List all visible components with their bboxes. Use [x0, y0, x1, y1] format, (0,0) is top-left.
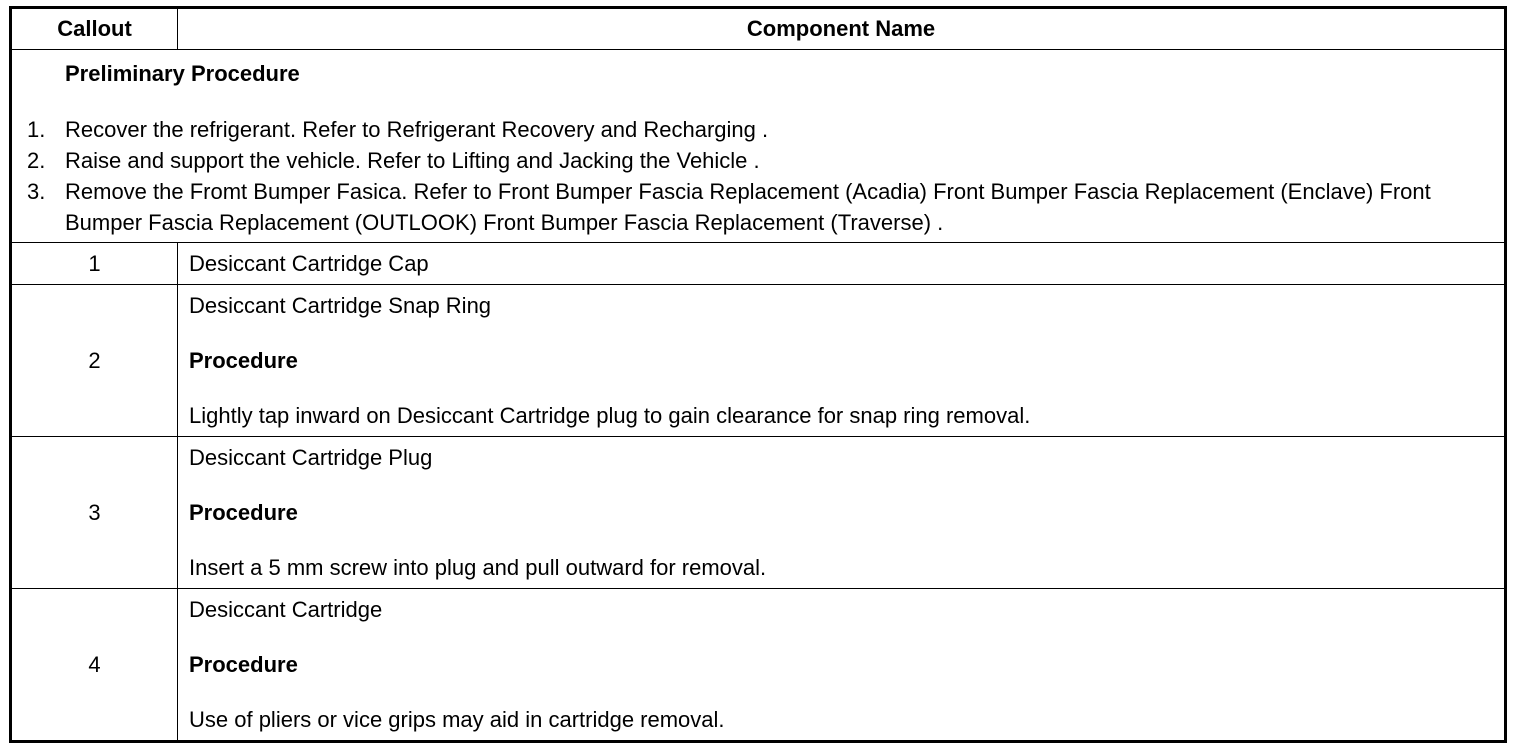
- preliminary-cell: [11, 50, 1506, 243]
- component-name: Desiccant Cartridge: [189, 596, 383, 622]
- component-name-header: Component Name: [178, 8, 1506, 50]
- table-row: [11, 285, 1506, 437]
- step-number: 3.: [27, 179, 46, 204]
- callout-number: 1: [11, 243, 178, 285]
- callout-header: Callout: [11, 8, 178, 50]
- header-row: [11, 8, 1506, 50]
- component-name: Desiccant Cartridge Snap Ring: [189, 292, 492, 318]
- component-cell: [178, 243, 1506, 285]
- preliminary-steps: [12, 114, 1504, 238]
- component-name: Desiccant Cartridge Plug: [189, 444, 433, 470]
- component-name: Desiccant Cartridge Cap: [189, 250, 429, 276]
- preliminary-step: [12, 145, 1504, 176]
- preliminary-title: Preliminary Procedure: [65, 61, 300, 86]
- procedure-label: Procedure: [189, 651, 298, 677]
- table-row: [11, 589, 1506, 742]
- table-row: [11, 437, 1506, 589]
- callout-number: 4: [11, 589, 178, 742]
- component-cell: [178, 437, 1506, 589]
- procedure-text: Lightly tap inward on Desiccant Cartridge plug to gain clearance for snap ring removal.: [189, 402, 1031, 428]
- step-text: Raise and support the vehicle. Refer to Lifting and Jacking the Vehicle .: [65, 148, 760, 173]
- preliminary-step: [12, 176, 1504, 238]
- component-cell: [178, 285, 1506, 437]
- preliminary-step: [12, 114, 1504, 145]
- procedure-text: Use of pliers or vice grips may aid in cartridge removal.: [189, 706, 725, 732]
- procedure-table: [9, 6, 1507, 743]
- callout-number: 3: [11, 437, 178, 589]
- preliminary-row: [11, 50, 1506, 243]
- step-text: Remove the Fromt Bumper Fasica. Refer to Front Bumper Fascia Replacement (Acadia) Front Bumper Fascia Replacement (Enclave) Front Bumper Fascia Replacement (OUTLOOK) Front Bumper Fascia Replacement (Traverse) .: [65, 179, 1431, 235]
- component-cell: [178, 589, 1506, 742]
- procedure-text: Insert a 5 mm screw into plug and pull outward for removal.: [189, 554, 767, 580]
- procedure-label: Procedure: [189, 347, 298, 373]
- callout-number: 2: [11, 285, 178, 437]
- step-number: 2.: [27, 148, 46, 173]
- procedure-label: Procedure: [189, 499, 298, 525]
- step-number: 1.: [27, 117, 46, 142]
- table-row: [11, 243, 1506, 285]
- step-text: Recover the refrigerant. Refer to Refrigerant Recovery and Recharging .: [65, 117, 769, 142]
